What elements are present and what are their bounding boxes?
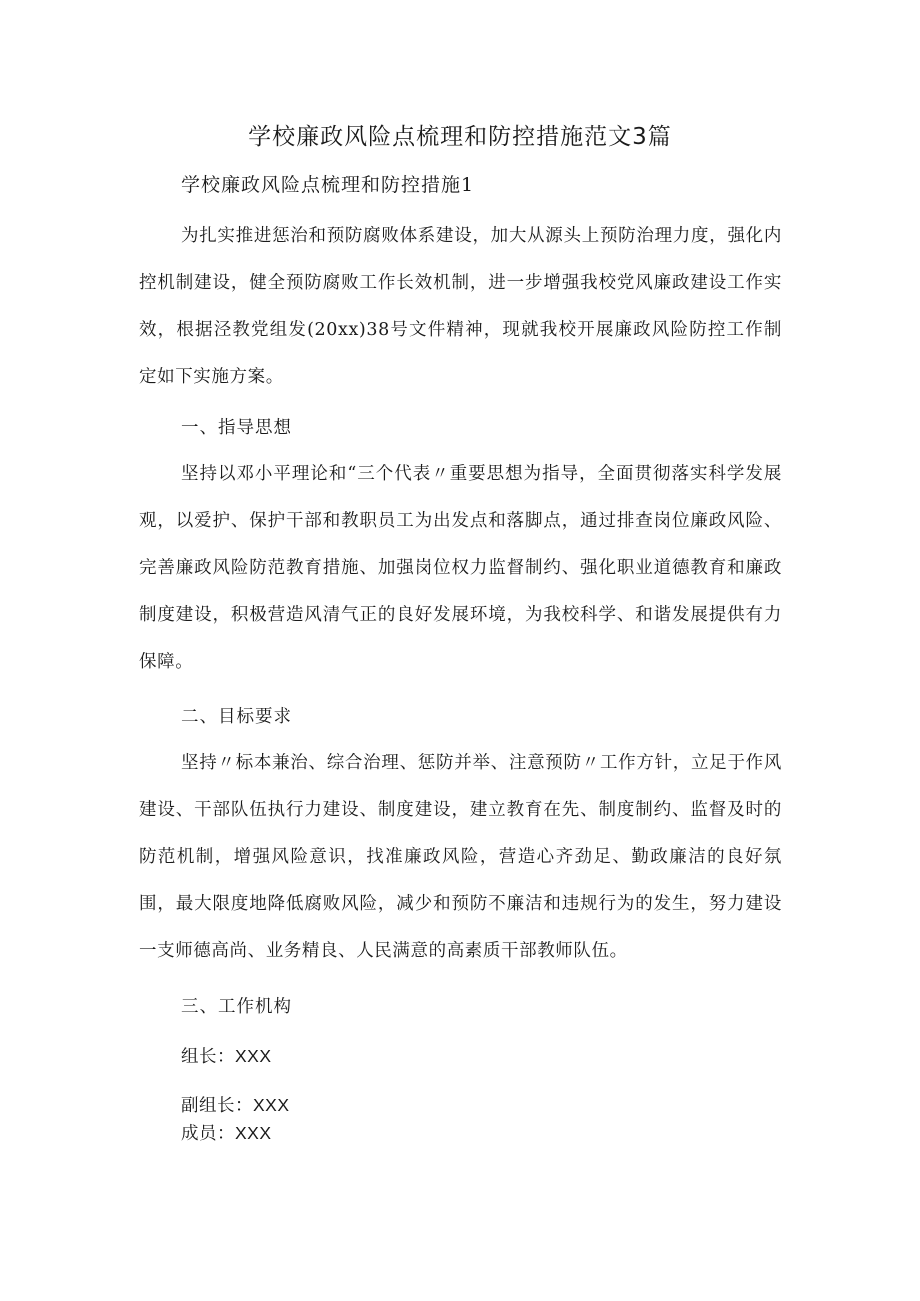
document-subtitle: 学校廉政风险点梳理和防控措施1 [181, 174, 475, 196]
section-heading-goals: 二、目标要求 [181, 707, 292, 727]
member-row-members [181, 1118, 272, 1149]
member-value: XXX [235, 1123, 272, 1143]
member-label: 副组长： [181, 1096, 253, 1116]
section-body-guiding-ideology: 坚持以邓小平理论和“三个代表〃重要思想为指导，全面贯彻落实科学发展观，以爱护、保护干部和教职员工为出发点和落脚点，通过排查岗位廉政风险、完善廉政风险防范教育措施、加强岗位权力监督制约、强化职业道德教育和廉政制度建设，积极营造风清气正的良好发展环境，为我校科学、和谐发展提供有力保障。 [139, 464, 782, 672]
section-heading-organization: 三、工作机构 [181, 997, 292, 1017]
section-heading-guiding-ideology: 一、指导思想 [181, 418, 292, 438]
member-label: 组长： [181, 1047, 235, 1067]
member-value: XXX [253, 1095, 290, 1115]
document-title: 学校廉政风险点梳理和防控措施范文3篇 [248, 124, 672, 150]
intro-paragraph: 为扎实推进惩治和预防腐败体系建设，加大从源头上预防治理力度，强化内控机制建设，健全预防腐败工作长效机制，进一步增强我校党风廉政建设工作实效，根据泾教党组发(20xx)38号文件精神，现就我校开展廉政风险防控工作制定如下实施方案。 [139, 226, 782, 387]
section-body-goals: 坚持〃标本兼治、综合治理、惩防并举、注意预防〃工作方针，立足于作风建设、干部队伍执行力建设、制度建设，建立教育在先、制度制约、监督及时的防范机制，增强风险意识，找准廉政风险，营造心齐劲足、勤政廉洁的良好氛围，最大限度地降低腐败风险，减少和预防不廉洁和违规行为的发生，努力建设一支师德高尚、业务精良、人民满意的高素质干部教师队伍。 [139, 753, 782, 961]
member-label: 成员： [181, 1124, 235, 1144]
member-value: XXX [235, 1046, 272, 1066]
member-row-deputy-leader [181, 1090, 290, 1121]
member-row-leader [181, 1041, 272, 1072]
